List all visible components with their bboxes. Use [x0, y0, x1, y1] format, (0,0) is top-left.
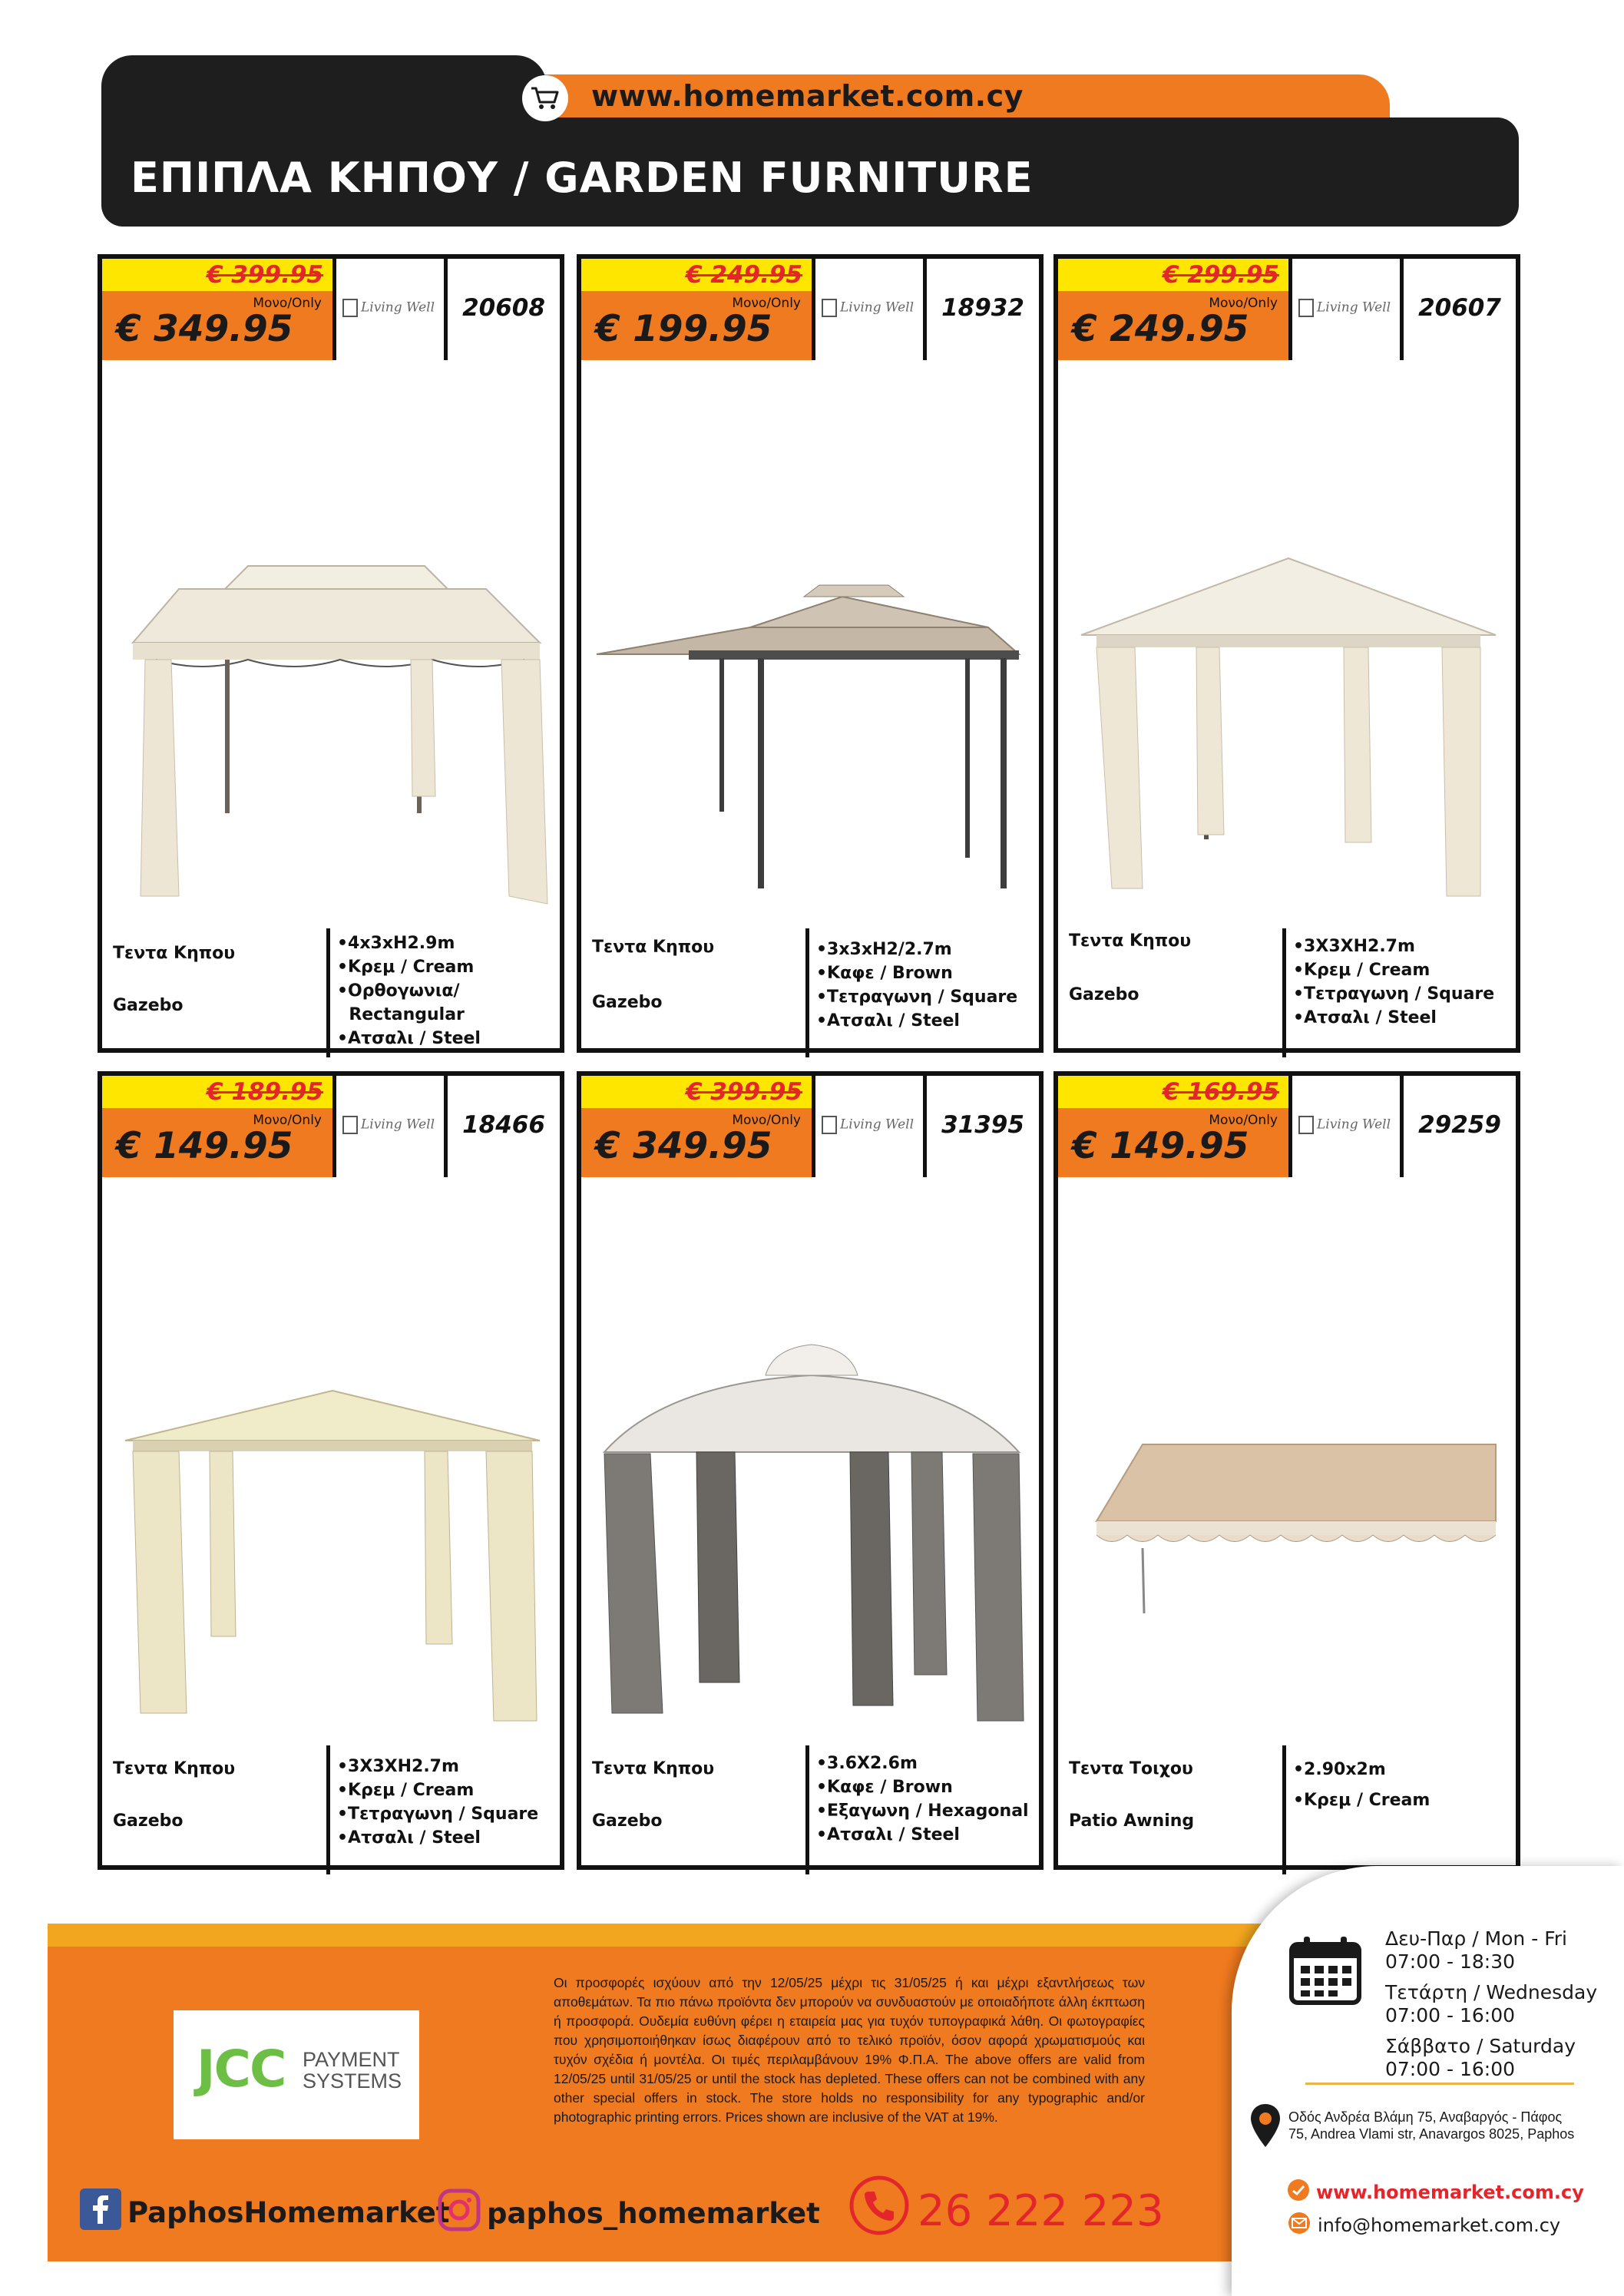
product-card[interactable] [98, 254, 564, 1053]
price-box [581, 291, 812, 360]
instagram-icon [438, 2188, 481, 2238]
location-pin-icon [1249, 2102, 1282, 2152]
price: € 149.95 [1072, 1125, 1249, 1167]
price-box [102, 291, 332, 360]
brand-logo [1298, 1116, 1391, 1134]
spec-divider [1282, 1745, 1286, 1874]
product-code: 29259 [1418, 1111, 1501, 1139]
spec-size: •3x3xH2/2.7m [816, 940, 952, 959]
product-name-gr: Τεντα Κηπου [592, 1759, 715, 1778]
spec-material: •Ατσαλι / Steel [816, 1011, 960, 1031]
brand-cell [812, 259, 927, 360]
product-name-gr: Τεντα Κηπου [113, 1759, 236, 1778]
product-card[interactable] [1053, 254, 1520, 1053]
spec-divider [805, 928, 809, 1057]
hours-wednesday-label: Τετάρτη / Wednesday [1385, 1981, 1598, 2003]
spec-size: •3X3XH2.7m [337, 1757, 459, 1776]
jcc-logo-subtext [303, 2049, 402, 2092]
product-image-gazebo [589, 366, 1031, 935]
product-name-en: Gazebo [592, 1811, 663, 1831]
brand-logo [342, 1116, 435, 1134]
instagram-handle: paphos_homemarket [487, 2197, 820, 2230]
spec-divider [1282, 928, 1286, 1057]
product-specs [1293, 935, 1494, 1030]
spec-color: •Κρεμ / Cream [1293, 1791, 1431, 1810]
brand-cell [812, 1076, 927, 1177]
old-price: € 399.95 [581, 1076, 812, 1108]
email-text: info@homemarket.com.cy [1318, 2215, 1561, 2236]
brand-cell [332, 259, 448, 360]
old-price: € 169.95 [1058, 1076, 1288, 1108]
spec-color: •Καφε / Brown [816, 1778, 953, 1797]
spec-size: •3X3XH2.7m [1293, 937, 1415, 956]
divider [1305, 2083, 1574, 2085]
brand-cell [1288, 1076, 1404, 1177]
product-image-gazebo [110, 1183, 552, 1752]
product-card[interactable] [98, 1071, 564, 1870]
brand-logo [342, 299, 435, 317]
product-name-en: Gazebo [592, 993, 663, 1012]
brand-logo-icon [1298, 1116, 1314, 1134]
only-label: Μονο/Only [732, 296, 801, 311]
product-name-en: Patio Awning [1069, 1811, 1195, 1831]
opening-hours [1385, 1927, 1597, 2081]
price-box [1058, 291, 1288, 360]
spec-material: •Ατσαλι / Steel [337, 1029, 481, 1048]
product-name-en: Gazebo [1069, 985, 1139, 1004]
spec-color: •Κρεμ / Cream [337, 1781, 475, 1800]
price: € 199.95 [595, 308, 772, 350]
facebook-link[interactable] [80, 2188, 450, 2237]
brand-name: Living Well [840, 1117, 915, 1133]
only-label: Μονο/Only [1209, 1113, 1278, 1128]
price: € 149.95 [116, 1125, 293, 1167]
facebook-icon [80, 2188, 121, 2237]
spec-size: •4x3xH2.9m [337, 934, 455, 953]
brand-logo-icon [1298, 299, 1314, 317]
only-label: Μονο/Only [1209, 296, 1278, 311]
spec-color: •Κρεμ / Cream [1293, 961, 1431, 980]
brand-name: Living Well [1317, 299, 1391, 316]
brand-logo-icon [822, 1116, 837, 1134]
jcc-payment-logo [174, 2010, 419, 2139]
product-specs [1293, 1755, 1430, 1816]
product-name-gr: Τεντα Κηπου [113, 944, 236, 963]
product-image-gazebo [1066, 366, 1508, 935]
product-image-gazebo [110, 366, 552, 935]
mail-icon [1287, 2212, 1311, 2239]
product-image-gazebo [589, 1183, 1031, 1752]
product-specs [337, 1755, 538, 1850]
hours-saturday-label: Σάββατο / Saturday [1385, 2035, 1576, 2057]
phone-icon [848, 2175, 910, 2247]
product-name-en: Gazebo [113, 1811, 184, 1831]
price: € 349.95 [116, 308, 293, 350]
brand-name: Living Well [361, 1117, 435, 1133]
cart-icon [522, 75, 568, 121]
spec-color: •Κρεμ / Cream [337, 958, 475, 977]
only-label: Μονο/Only [253, 1113, 322, 1128]
spec-shape: •Ορθογωνια/ [337, 981, 460, 1001]
address-en: 75, Andrea Vlami str, Anavargos 8025, Paphos [1288, 2126, 1575, 2142]
product-image-awning [1066, 1183, 1508, 1752]
product-card[interactable] [577, 1071, 1044, 1870]
product-specs [816, 938, 1017, 1033]
product-code: 31395 [941, 1111, 1024, 1139]
product-specs [816, 1752, 1029, 1847]
brand-name: Living Well [361, 299, 435, 316]
product-name-gr: Τεντα Κηπου [1069, 931, 1192, 951]
phone-number-text: 26 222 223 [918, 2185, 1164, 2236]
product-specs [337, 931, 481, 1050]
footer-website-link[interactable] [1287, 2179, 1584, 2206]
only-label: Μονο/Only [253, 296, 322, 311]
product-card[interactable] [577, 254, 1044, 1053]
old-price: € 299.95 [1058, 259, 1288, 291]
spec-size: •3.6X2.6m [816, 1754, 918, 1773]
brand-logo-icon [822, 299, 837, 317]
old-price: € 249.95 [581, 259, 812, 291]
price-box [1058, 1108, 1288, 1177]
product-code: 20608 [462, 294, 545, 322]
product-code: 18932 [941, 294, 1024, 322]
footer-website-text: www.homemarket.com.cy [1316, 2182, 1584, 2203]
brand-logo [822, 1116, 914, 1134]
store-address [1288, 2109, 1574, 2142]
product-code: 18466 [462, 1111, 545, 1139]
hours-saturday-time: 07:00 - 16:00 [1385, 2058, 1516, 2080]
brand-logo [1298, 299, 1391, 317]
product-code: 20607 [1418, 294, 1501, 322]
facebook-handle: PaphosHomemarket [127, 2196, 450, 2229]
price: € 349.95 [595, 1125, 772, 1167]
price: € 249.95 [1072, 308, 1249, 350]
brand-cell [1288, 259, 1404, 360]
product-name-gr: Τεντα Κηπου [592, 938, 715, 957]
spec-material: •Ατσαλι / Steel [337, 1828, 481, 1848]
spec-shape: •Τετραγωνη / Square [337, 1805, 539, 1824]
page-title: ΕΠΙΠΛΑ ΚΗΠΟΥ / GARDEN FURNITURE [131, 154, 1034, 202]
address-gr: Οδός Ανδρέα Βλάμη 75, Αναβαργός - Πάφος [1288, 2109, 1563, 2125]
spec-size: •2.90x2m [1293, 1760, 1386, 1779]
product-name-gr: Τεντα Τοιχου [1069, 1759, 1193, 1778]
spec-shape: •Εξαγωνη / Hexagonal [816, 1801, 1029, 1821]
only-label: Μονο/Only [732, 1113, 801, 1128]
brand-name: Living Well [840, 299, 915, 316]
jcc-subtext-line-1: PAYMENT [303, 2048, 400, 2071]
spec-shape: •Τετραγωνη / Square [816, 988, 1018, 1007]
jcc-subtext-line-2: SYSTEMS [303, 2069, 402, 2093]
email-link[interactable] [1287, 2212, 1560, 2239]
globe-icon [1287, 2179, 1310, 2206]
jcc-logo-text: JCC [197, 2040, 286, 2099]
phone-number[interactable] [848, 2175, 1164, 2247]
brand-logo-icon [342, 1116, 358, 1134]
spec-material: •Ατσαλι / Steel [1293, 1008, 1437, 1027]
price-box [102, 1108, 332, 1177]
hours-wednesday-time: 07:00 - 16:00 [1385, 2004, 1516, 2026]
spec-divider [805, 1745, 809, 1874]
instagram-link[interactable] [438, 2188, 820, 2238]
hours-weekday-label: Δευ-Παρ / Mon - Fri [1385, 1927, 1567, 1950]
spec-shape: •Τετραγωνη / Square [1293, 984, 1495, 1004]
offer-disclaimer: Οι προσφορές ισχύουν από την 12/05/25 μέχρι τις 31/05/25 ή και μέχρι εξαντλήσεως των αποθεμάτων. Τα πιο πάνω προϊόντα δεν μπορούν να συνδυαστούν με οποιαδήποτε άλλη έκπτωση ή προσφορά. Ουδεμία ευθύνη φέρει η εταιρεία μας για τυχόν τυπογραφικά λάθη. Οι φωτογραφίες που χρησιμοποιήθηκαν ίσως διαφέρουν από το τελικό προϊόν, όσον αφορά χρωματισμούς και τυχόν σχέδια ή μοντέλα. Οι τιμές περιλαμβάνουν 19% Φ.Π.Α. The above offers are valid from 12/05/25 until 31/05/25 or until the stock has depleted. These offers can not be combined with any other special offers in stock. The store holds no responsibility for any typographic and/or photographic printing errors. Prices shown are inclusive of the VAT at 19%. [554, 1975, 1145, 2125]
spec-divider [326, 1745, 330, 1874]
product-name-en: Gazebo [113, 996, 184, 1015]
hours-weekday-time: 07:00 - 18:30 [1385, 1950, 1516, 1973]
brand-name: Living Well [1317, 1117, 1391, 1133]
spec-divider [326, 928, 330, 1057]
spec-color: •Καφε / Brown [816, 964, 953, 983]
old-price: € 399.95 [102, 259, 332, 291]
product-card[interactable] [1053, 1071, 1520, 1870]
price-box [581, 1108, 812, 1177]
spec-shape-cont: Rectangular [337, 1005, 465, 1024]
spec-material: •Ατσαλι / Steel [816, 1825, 960, 1844]
old-price: € 189.95 [102, 1076, 332, 1108]
brand-logo [822, 299, 914, 317]
header-website-link[interactable]: www.homemarket.com.cy [591, 79, 1024, 113]
brand-logo-icon [342, 299, 358, 317]
calendar-icon [1287, 1935, 1364, 2009]
brand-cell [332, 1076, 448, 1177]
